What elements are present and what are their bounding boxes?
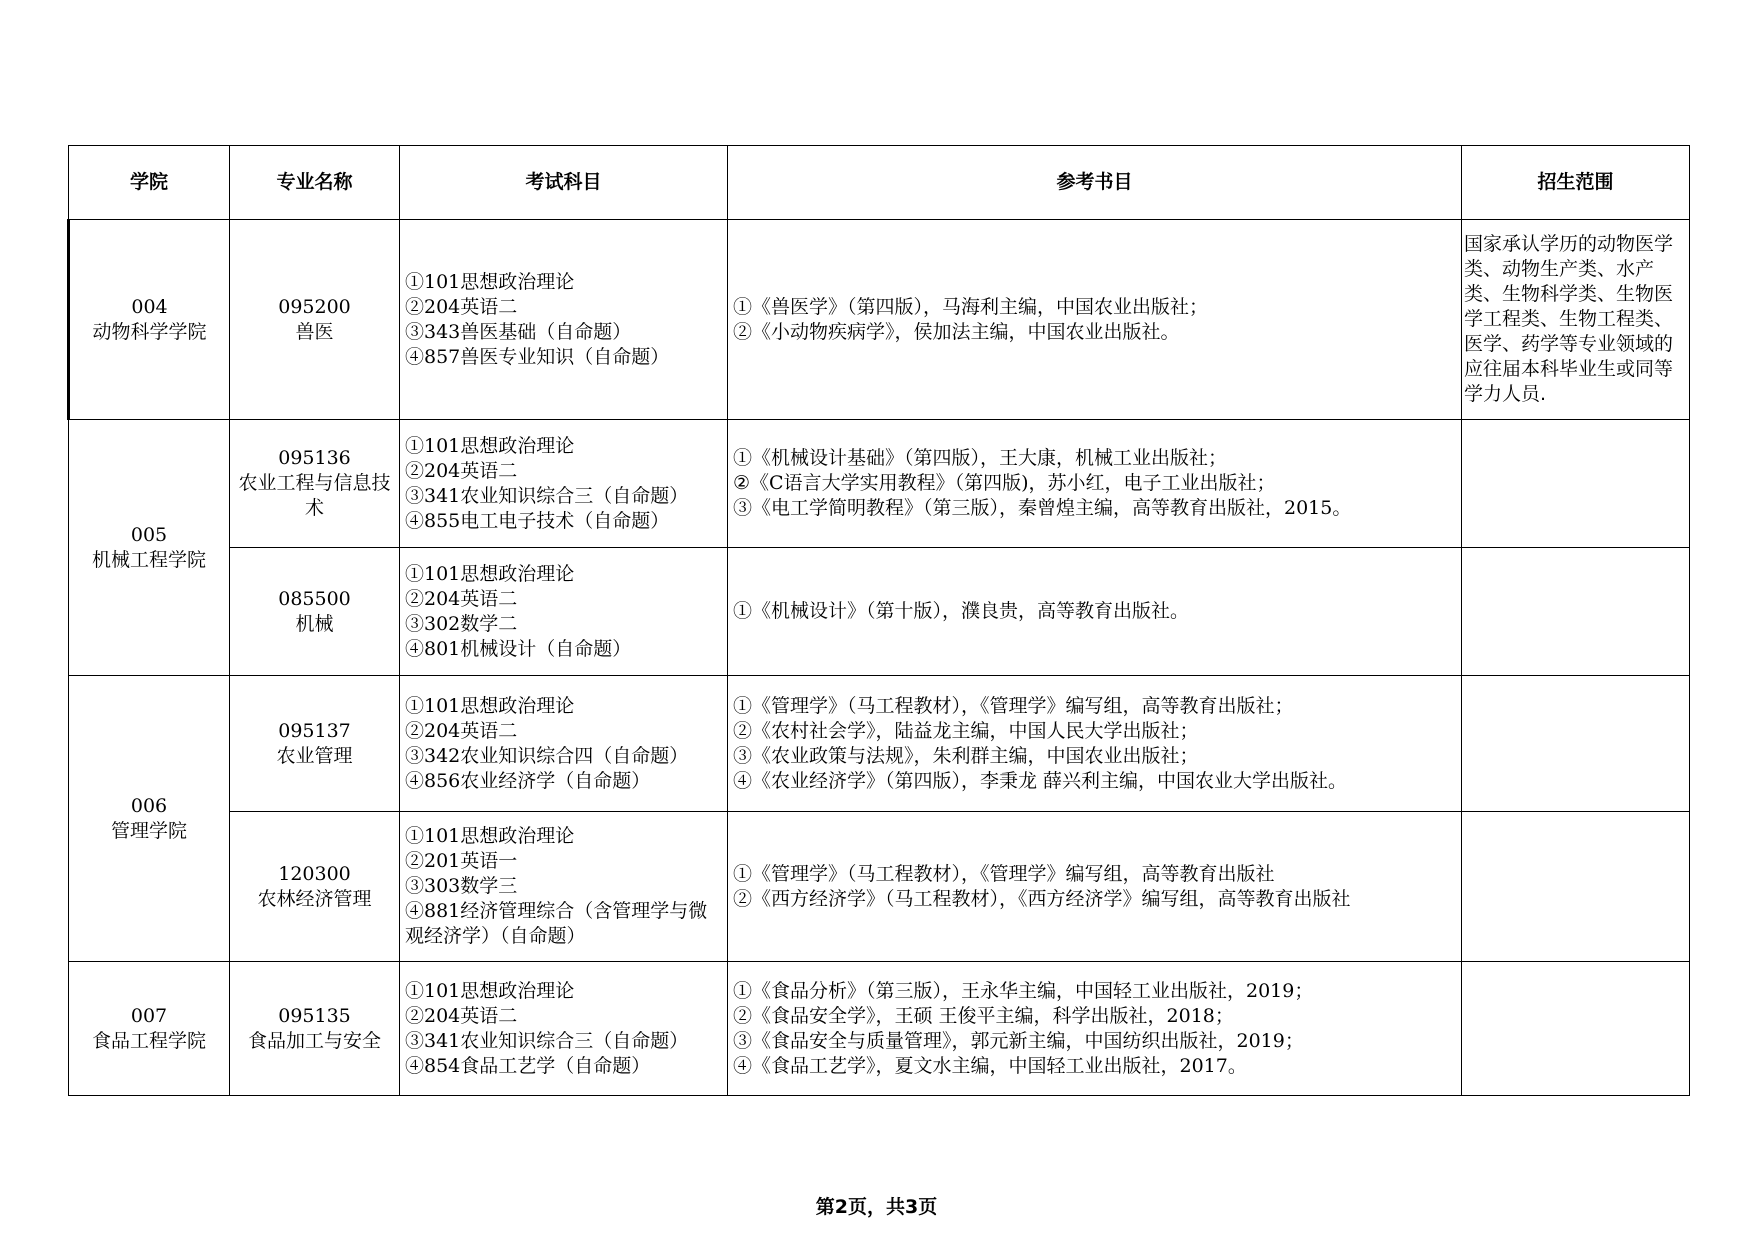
scope-cell: 国家承认学历的动物医学类、动物生产类、水产类、生物科学类、生物医学工程类、生物工程类、医学、药学等专业领域的应往届本科毕业生或同等学力人员. [1462, 220, 1690, 420]
subject-item: ②201英语一 [405, 850, 518, 872]
books-cell [728, 220, 1462, 420]
book-item: ①《兽医学》（第四版），马海利主编，中国农业出版社； [733, 295, 1209, 318]
header-major: 专业名称 [230, 146, 400, 220]
subject-item: ①101思想政治理论 [405, 694, 575, 717]
header-college: 学院 [69, 146, 230, 220]
college-code: 007 [130, 1004, 168, 1027]
subject-item: ②204英语二 [405, 719, 518, 742]
major-cell [230, 420, 400, 548]
books-cell [728, 420, 1462, 548]
table-row [69, 548, 1690, 676]
college-name: 机械工程学院 [91, 548, 206, 571]
college-name: 食品工程学院 [91, 1029, 206, 1052]
college-cell [69, 220, 230, 420]
book-item: ①《机械设计》（第十版），濮良贵，高等教育出版社。 [733, 600, 1190, 622]
book-item: ③《电工学简明教程》（第三版），秦曾煌主编，高等教育出版社，2015。 [733, 497, 1352, 519]
major-code: 095136 [278, 447, 351, 469]
book-item: ④《农业经济学》（第四版），李秉龙 薛兴利主编，中国农业大学出版社。 [733, 769, 1348, 792]
scope-cell [1462, 548, 1690, 676]
major-name: 农林经济管理 [257, 887, 372, 910]
college-cell [69, 420, 230, 676]
scope-cell [1462, 962, 1690, 1096]
subject-item: ③302数学二 [405, 612, 518, 635]
book-item: ②《食品安全学》，王硕 王俊平主编，科学出版社，2018； [733, 1004, 1234, 1027]
subject-item: ④881经济管理综合（含管理学与微观经济学）（自命题） [405, 900, 708, 947]
major-name: 农业工程与信息技术 [238, 472, 391, 519]
college-cell [69, 962, 230, 1096]
college-name: 管理学院 [110, 819, 187, 842]
book-item: ①《管理学》（马工程教材），《管理学》编写组，高等教育出版社 [733, 862, 1275, 885]
subject-item: ①101思想政治理论 [405, 825, 575, 847]
subject-item: ②204英语二 [405, 587, 518, 610]
major-name: 兽医 [295, 320, 334, 343]
subject-item: ①101思想政治理论 [405, 562, 575, 585]
books-cell [728, 962, 1462, 1096]
major-name: 农业管理 [276, 744, 353, 767]
college-cell [69, 676, 230, 962]
subject-item: ④854食品工艺学（自命题） [405, 1054, 651, 1077]
subject-item: ②204英语二 [405, 1004, 518, 1027]
subject-item: ④855电工电子技术（自命题） [405, 509, 670, 532]
header-scope: 招生范围 [1462, 146, 1690, 220]
book-item: ②《小动物疾病学》，侯加法主编，中国农业出版社。 [733, 320, 1180, 343]
book-item: ①《食品分析》（第三版），王永华主编，中国轻工业出版社，2019； [733, 979, 1314, 1002]
subject-item: ①101思想政治理论 [405, 270, 575, 293]
page-footer: 第2页，共3页 [815, 1196, 938, 1218]
book-item: ②《农村社会学》，陆益龙主编，中国人民大学出版社； [733, 719, 1199, 742]
table-row [69, 962, 1690, 1096]
scope-cell [1462, 812, 1690, 962]
header-books: 参考书目 [728, 146, 1462, 220]
subject-item: ④801机械设计（自命题） [405, 637, 632, 660]
table-row [69, 812, 1690, 962]
admission-table [67, 145, 1690, 1096]
header-row [69, 146, 1690, 220]
subjects-cell [400, 420, 728, 548]
major-cell [230, 548, 400, 676]
scope-cell [1462, 676, 1690, 812]
subject-item: ②204英语二 [405, 459, 518, 482]
subject-item: ③303数学三 [405, 875, 518, 897]
subjects-cell [400, 548, 728, 676]
subject-item: ③341农业知识综合三（自命题） [405, 484, 689, 507]
major-name: 机械 [295, 612, 334, 635]
subject-item: ①101思想政治理论 [405, 434, 575, 457]
book-item: ②《西方经济学》（马工程教材），《西方经济学》编写组，高等教育出版社 [733, 887, 1351, 910]
major-code: 120300 [278, 862, 351, 885]
subjects-cell [400, 812, 728, 962]
scope-cell [1462, 420, 1690, 548]
subject-item: ④856农业经济学（自命题） [405, 769, 651, 792]
major-code: 085500 [278, 587, 351, 610]
subjects-cell [400, 676, 728, 812]
college-code: 005 [130, 523, 168, 546]
major-cell [230, 812, 400, 962]
college-name: 动物科学学院 [92, 320, 207, 343]
book-item: ①《机械设计基础》（第四版），王大康，机械工业出版社； [733, 447, 1228, 469]
major-code: 095200 [278, 295, 351, 318]
subjects-cell [400, 962, 728, 1096]
subjects-cell [400, 220, 728, 420]
table-row [69, 676, 1690, 812]
book-item: ③《食品安全与质量管理》，郭元新主编，中国纺织出版社，2019； [733, 1029, 1304, 1052]
college-code: 004 [131, 295, 168, 318]
major-cell [230, 962, 400, 1096]
book-item: ④《食品工艺学》，夏文水主编，中国轻工业出版社，2017。 [733, 1054, 1247, 1077]
subject-item: ③341农业知识综合三（自命题） [405, 1029, 689, 1052]
subject-item: ②204英语二 [405, 295, 518, 318]
book-item: ①《管理学》（马工程教材），《管理学》编写组，高等教育出版社； [733, 694, 1294, 717]
books-cell [728, 676, 1462, 812]
college-code: 006 [130, 794, 168, 817]
book-item: ③《农业政策与法规》，朱利群主编，中国农业出版社； [733, 744, 1199, 767]
subject-item: ③343兽医基础（自命题） [405, 320, 632, 343]
major-code: 095137 [278, 719, 351, 742]
major-code: 095135 [278, 1004, 351, 1027]
book-item: ②《C语言大学实用教程》（第四版)，苏小红，电子工业出版社； [733, 472, 1276, 494]
major-name: 食品加工与安全 [247, 1029, 381, 1052]
header-subjects: 考试科目 [400, 146, 728, 220]
subject-item: ③342农业知识综合四（自命题） [405, 744, 689, 767]
subject-item: ①101思想政治理论 [405, 979, 575, 1002]
books-cell [728, 548, 1462, 676]
subject-item: ④857兽医专业知识（自命题） [405, 345, 670, 368]
books-cell [728, 812, 1462, 962]
major-cell [230, 676, 400, 812]
major-cell [230, 220, 400, 420]
table-row [69, 420, 1690, 548]
table-row [69, 220, 1690, 420]
